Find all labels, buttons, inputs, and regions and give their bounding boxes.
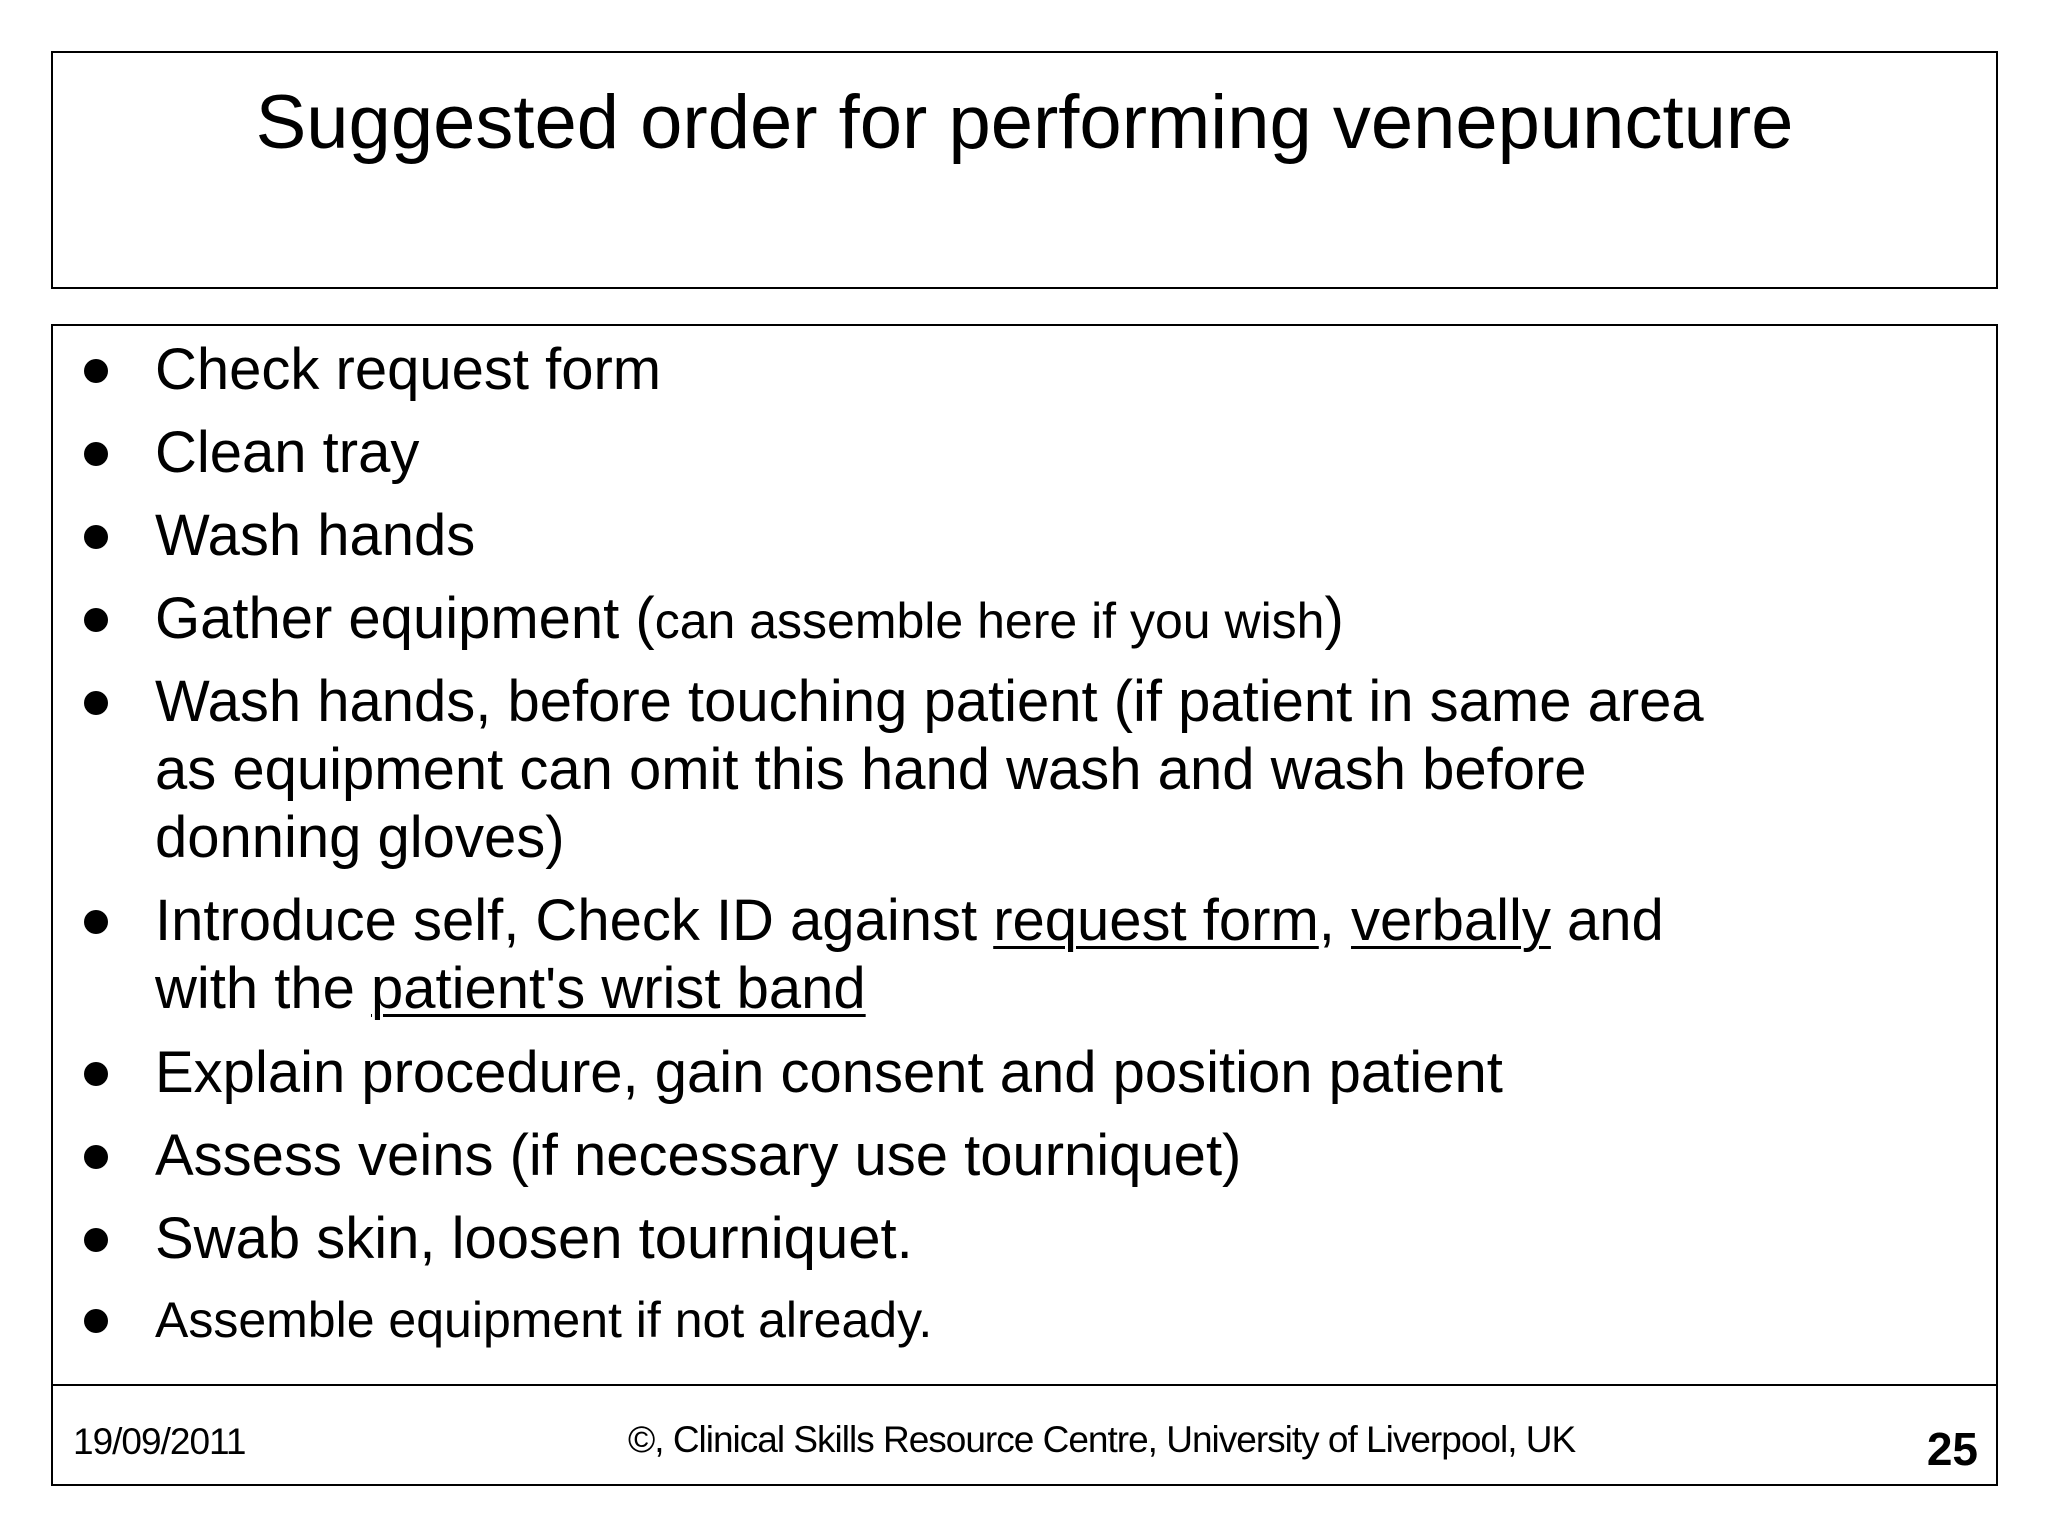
bullet-dot-icon <box>84 1145 108 1169</box>
bullet-dot-icon <box>84 525 108 549</box>
footer-divider <box>53 1384 1996 1386</box>
bullet-aside: can assemble here if you wish <box>654 593 1325 649</box>
content-box <box>51 324 1998 1486</box>
bullet-dot-icon <box>84 691 108 715</box>
bullet-item: Gather equipment (can assemble here if you wish) <box>53 585 1996 655</box>
bullet-item: Explain procedure, gain consent and position patient <box>53 1039 1996 1107</box>
bullet-dot-icon <box>84 1062 108 1086</box>
bullet-item: Clean tray <box>53 419 1996 487</box>
underlined-wrist-band: patient's wrist band <box>371 956 866 1021</box>
bullet-item: Assess veins (if necessary use tourniquet) <box>53 1122 1996 1190</box>
footer-date: 19/09/2011 <box>73 1421 246 1462</box>
bullet-item: Wash hands, before touching patient (if patient in same area as equipment can omit this hand wash and wash before donning gloves) <box>53 668 1996 872</box>
bullet-dot-icon <box>84 1309 108 1333</box>
bullet-dot-icon <box>84 359 108 383</box>
bullet-dot-icon <box>84 608 108 632</box>
footer-copyright: ©, Clinical Skills Resource Centre, University of Liverpool, UK <box>628 1419 1576 1460</box>
page-number: 25 <box>1926 1423 1978 1475</box>
underlined-verbally: verbally <box>1351 888 1551 953</box>
bullet-dot-icon <box>84 910 108 934</box>
bullet-item: Check request form <box>53 336 1996 404</box>
slide-title: Suggested order for performing venepuncture <box>255 80 1794 165</box>
bullet-item: Assemble equipment if not already. <box>53 1286 1996 1354</box>
title-box <box>51 51 1998 289</box>
bullet-item: Introduce self, Check ID against request form, verbally and with the patient's wrist band <box>53 887 1996 1023</box>
underlined-request-form: request form <box>993 888 1319 953</box>
bullet-dot-icon <box>84 1228 108 1252</box>
bullet-item: Wash hands <box>53 502 1996 570</box>
bullet-item: Swab skin, loosen tourniquet. <box>53 1205 1996 1273</box>
bullet-dot-icon <box>84 442 108 466</box>
